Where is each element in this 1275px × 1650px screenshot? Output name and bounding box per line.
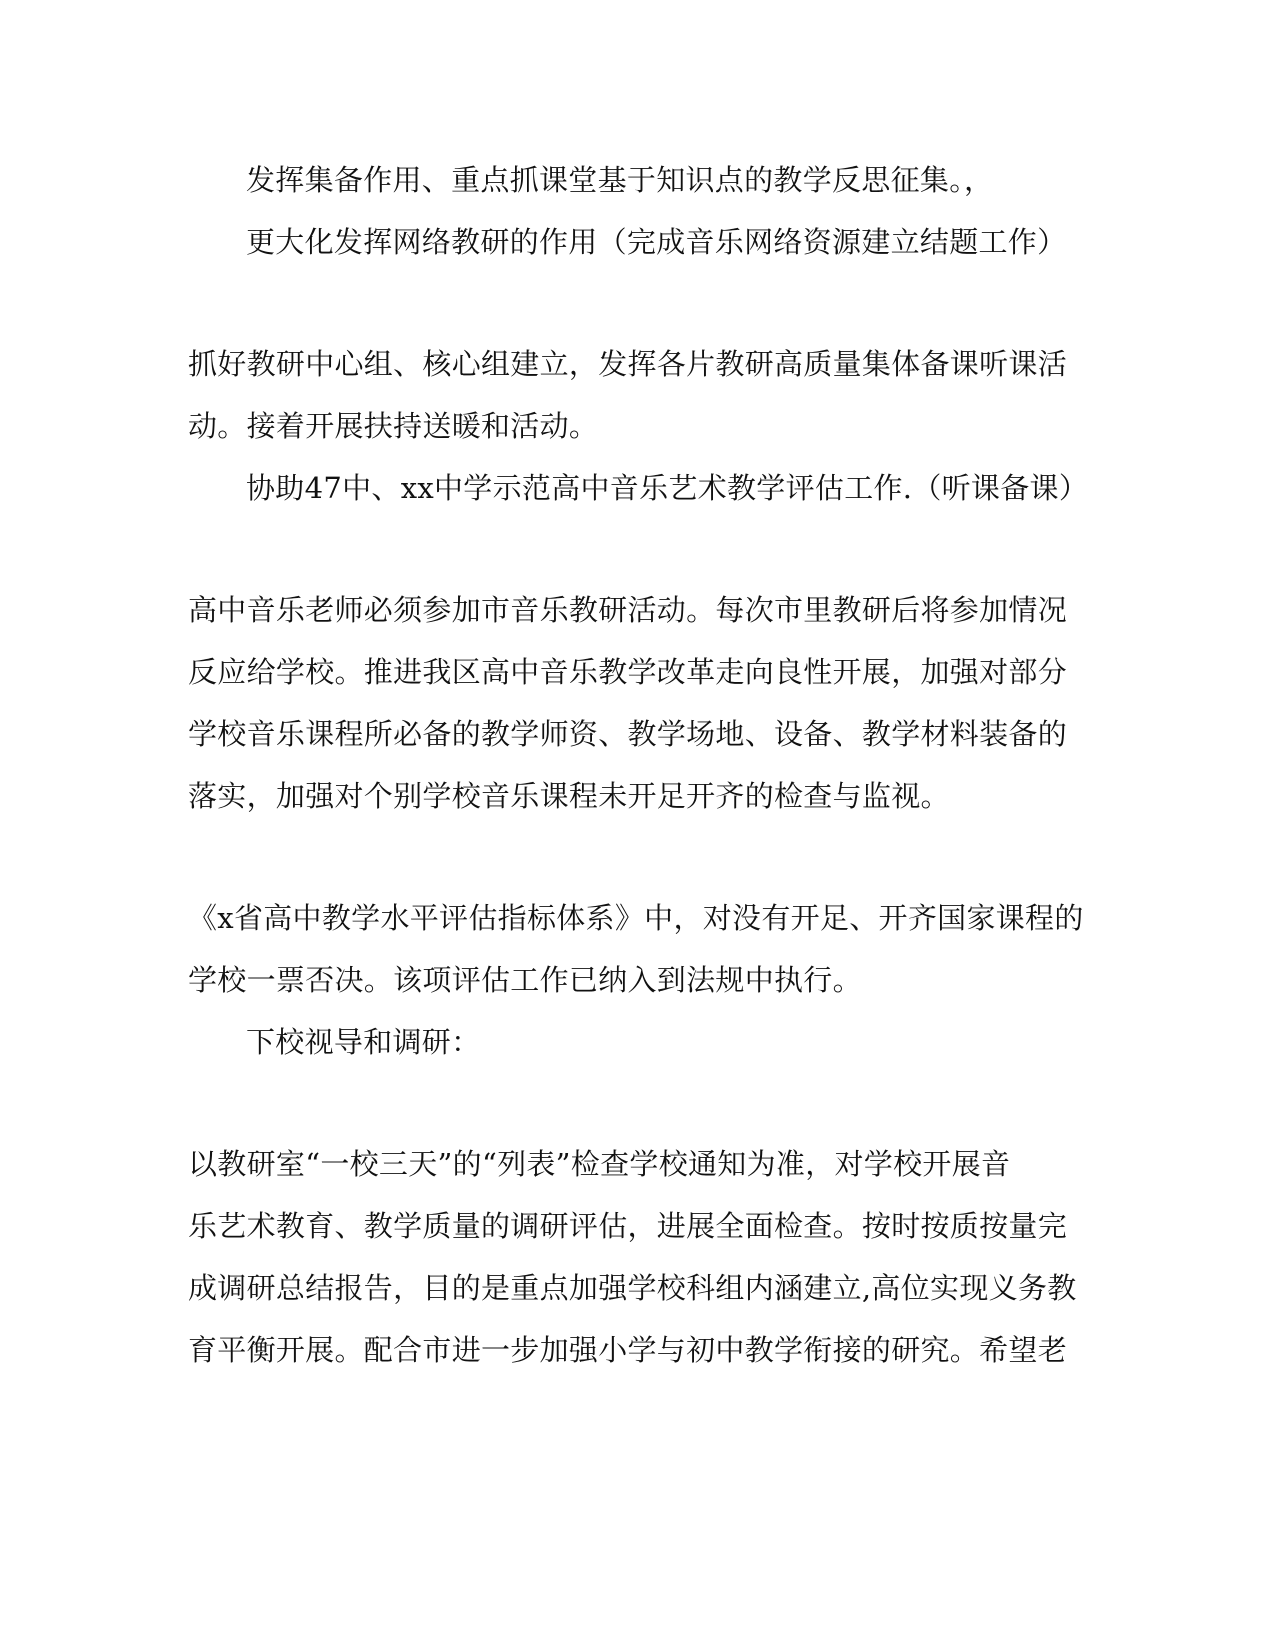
text-line-8: 学校音乐课程所必备的教学师资、教学场地、设备、教学材料装备的: [188, 717, 1068, 751]
text-line-10: 《x省高中教学水平评估指标体系》中，对没有开足、开齐国家课程的: [188, 901, 1084, 935]
text-line-6: 高中音乐老师必须参加市音乐教研活动。每次市里教研后将参加情况: [188, 593, 1068, 627]
text-line-15: 成调研总结报告，目的是重点加强学校科组内涵建立,高位实现义务教: [188, 1271, 1077, 1305]
text-line-12: 下校视导和调研：: [246, 1025, 481, 1059]
text-line-3: 抓好教研中心组、核心组建立，发挥各片教研高质量集体备课听课活: [188, 347, 1068, 381]
text-line-13: 以教研室“一校三天”的“列表”检查学校通知为准，对学校开展音: [188, 1147, 1011, 1181]
text-line-16: 育平衡开展。配合市进一步加强小学与初中教学衔接的研究。希望老: [188, 1333, 1068, 1367]
text-line-2: 更大化发挥网络教研的作用（完成音乐网络资源建立结题工作）: [246, 225, 1067, 259]
text-line-11: 学校一票否决。该项评估工作已纳入到法规中执行。: [188, 963, 862, 997]
text-line-14: 乐艺术教育、教学质量的调研评估，进展全面检查。按时按质按量完: [188, 1209, 1068, 1243]
text-line-5: 协助47中、xx中学示范高中音乐艺术教学评估工作.（听课备课）: [246, 471, 1089, 505]
text-line-4: 动。接着开展扶持送暖和活动。: [188, 409, 599, 443]
text-line-1: 发挥集备作用、重点抓课堂基于知识点的教学反思征集。，: [246, 163, 994, 197]
text-line-9: 落实，加强对个别学校音乐课程未开足开齐的检查与监视。: [188, 779, 950, 813]
text-line-7: 反应给学校。推进我区高中音乐教学改革走向良性开展，加强对部分: [188, 655, 1068, 689]
